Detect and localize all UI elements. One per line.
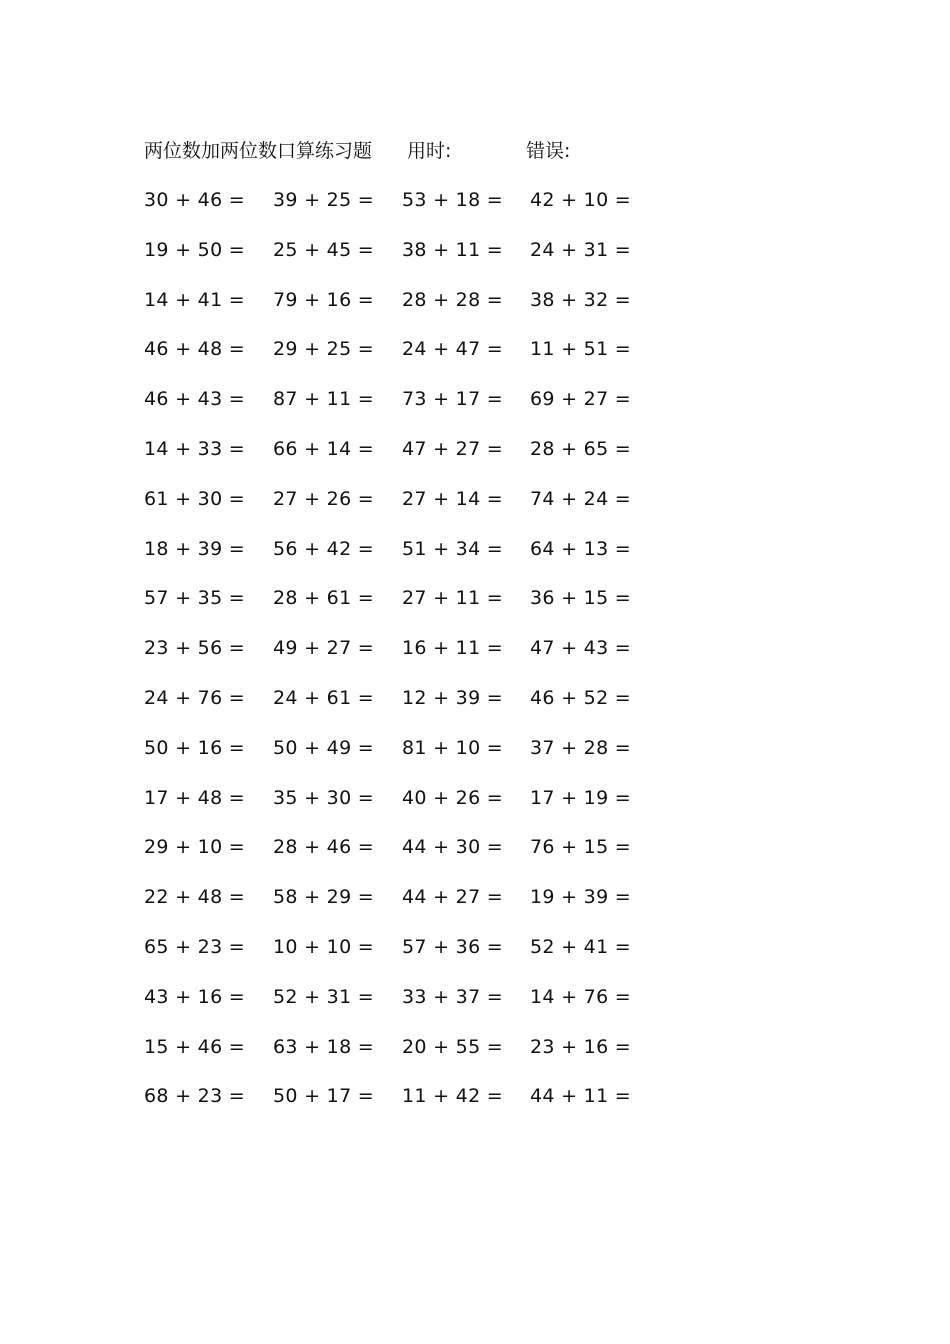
problem-item: 25 + 45 = (273, 238, 375, 261)
problem-item: 66 + 14 = (273, 437, 375, 460)
problem-item: 68 + 23 = (144, 1085, 246, 1108)
problem-row (144, 932, 704, 982)
problem-item: 29 + 10 = (144, 836, 246, 859)
problem-item: 12 + 39 = (402, 686, 504, 709)
problem-item: 76 + 15 = (530, 836, 632, 859)
problem-item: 14 + 76 = (530, 985, 632, 1008)
problem-row (144, 484, 704, 534)
problem-row (144, 534, 704, 584)
problem-item: 27 + 26 = (273, 487, 375, 510)
problem-item: 29 + 25 = (273, 338, 375, 361)
problem-item: 81 + 10 = (402, 736, 504, 759)
problem-row (144, 733, 704, 783)
problem-item: 10 + 10 = (273, 935, 375, 958)
problem-item: 28 + 46 = (273, 836, 375, 859)
problem-item: 14 + 41 = (144, 288, 246, 311)
problem-item: 19 + 39 = (530, 886, 632, 909)
worksheet-title: 两位数加两位数口算练习题 (144, 140, 373, 162)
problem-item: 11 + 42 = (402, 1085, 504, 1108)
problem-item: 16 + 11 = (402, 637, 504, 660)
problem-item: 43 + 16 = (144, 985, 246, 1008)
problem-item: 63 + 18 = (273, 1035, 375, 1058)
problem-item: 87 + 11 = (273, 388, 375, 411)
problem-row (144, 683, 704, 733)
problem-row (144, 235, 704, 285)
problem-item: 69 + 27 = (530, 388, 632, 411)
problem-item: 57 + 35 = (144, 587, 246, 610)
problem-row (144, 882, 704, 932)
problem-item: 18 + 39 = (144, 537, 246, 560)
problem-item: 28 + 65 = (530, 437, 632, 460)
problem-item: 52 + 31 = (273, 985, 375, 1008)
problem-item: 79 + 16 = (273, 288, 375, 311)
problem-item: 24 + 61 = (273, 686, 375, 709)
problem-item: 51 + 34 = (402, 537, 504, 560)
problem-item: 22 + 48 = (144, 886, 246, 909)
problem-item: 40 + 26 = (402, 786, 504, 809)
problem-item: 52 + 41 = (530, 935, 632, 958)
problem-item: 50 + 16 = (144, 736, 246, 759)
problem-item: 74 + 24 = (530, 487, 632, 510)
problem-item: 37 + 28 = (530, 736, 632, 759)
problem-item: 46 + 48 = (144, 338, 246, 361)
problem-item: 36 + 15 = (530, 587, 632, 610)
problem-item: 39 + 25 = (273, 189, 375, 211)
problem-grid (144, 185, 704, 1131)
errors-label: 错误: (526, 140, 571, 162)
problem-item: 53 + 18 = (402, 189, 504, 211)
problem-row (144, 633, 704, 683)
problem-item: 61 + 30 = (144, 487, 246, 510)
problem-item: 38 + 32 = (530, 288, 632, 311)
problem-item: 11 + 51 = (530, 338, 632, 361)
problem-item: 28 + 61 = (273, 587, 375, 610)
problem-item: 27 + 11 = (402, 587, 504, 610)
problem-item: 15 + 46 = (144, 1035, 246, 1058)
problem-item: 33 + 37 = (402, 985, 504, 1008)
problem-item: 42 + 10 = (530, 189, 632, 211)
problem-item: 28 + 28 = (402, 288, 504, 311)
problem-item: 17 + 48 = (144, 786, 246, 809)
problem-item: 46 + 52 = (530, 686, 632, 709)
problem-item: 23 + 56 = (144, 637, 246, 660)
problem-item: 56 + 42 = (273, 537, 375, 560)
problem-row (144, 1081, 704, 1131)
problem-item: 24 + 31 = (530, 238, 632, 261)
problem-item: 49 + 27 = (273, 637, 375, 660)
problem-item: 57 + 36 = (402, 935, 504, 958)
problem-item: 44 + 30 = (402, 836, 504, 859)
problem-row (144, 982, 704, 1032)
problem-item: 73 + 17 = (402, 388, 504, 411)
problem-row (144, 384, 704, 434)
worksheet-header (144, 136, 784, 166)
problem-row (144, 285, 704, 335)
problem-item: 30 + 46 = (144, 189, 246, 211)
problem-item: 38 + 11 = (402, 238, 504, 261)
problem-row (144, 1032, 704, 1082)
problem-row (144, 783, 704, 833)
problem-row (144, 583, 704, 633)
problem-item: 24 + 76 = (144, 686, 246, 709)
problem-item: 23 + 16 = (530, 1035, 632, 1058)
problem-item: 50 + 49 = (273, 736, 375, 759)
problem-item: 64 + 13 = (530, 537, 632, 560)
problem-item: 27 + 14 = (402, 487, 504, 510)
problem-item: 44 + 27 = (402, 886, 504, 909)
problem-item: 35 + 30 = (273, 786, 375, 809)
problem-item: 24 + 47 = (402, 338, 504, 361)
problem-item: 50 + 17 = (273, 1085, 375, 1108)
problem-row (144, 185, 704, 235)
problem-row (144, 434, 704, 484)
time-used-label: 用时: (407, 140, 452, 162)
problem-row (144, 334, 704, 384)
problem-item: 20 + 55 = (402, 1035, 504, 1058)
problem-item: 19 + 50 = (144, 238, 246, 261)
problem-item: 65 + 23 = (144, 935, 246, 958)
problem-item: 17 + 19 = (530, 786, 632, 809)
problem-item: 14 + 33 = (144, 437, 246, 460)
problem-row (144, 832, 704, 882)
problem-item: 44 + 11 = (530, 1085, 632, 1108)
problem-item: 47 + 27 = (402, 437, 504, 460)
problem-item: 58 + 29 = (273, 886, 375, 909)
problem-item: 47 + 43 = (530, 637, 632, 660)
problem-item: 46 + 43 = (144, 388, 246, 411)
